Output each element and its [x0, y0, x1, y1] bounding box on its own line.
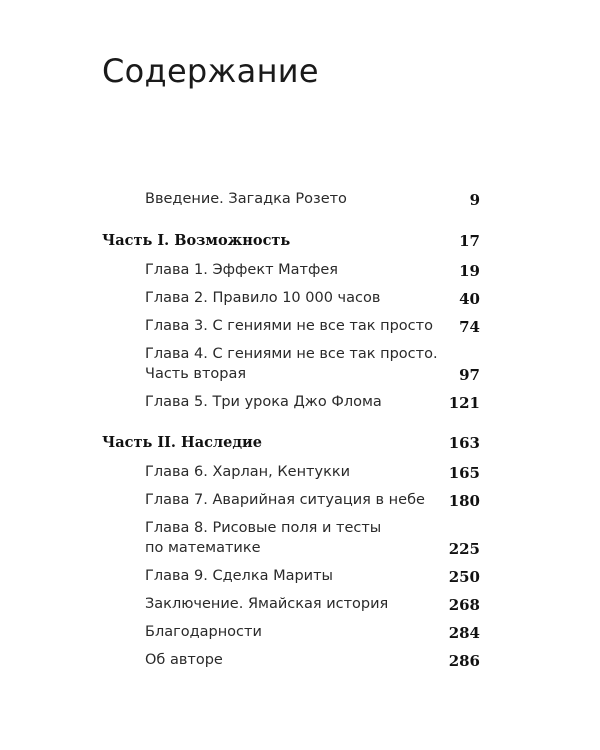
- toc-entry-label: Глава 7. Аварийная ситуация в небе: [145, 492, 425, 508]
- toc-entry-label: Введение. Загадка Розето: [145, 191, 347, 207]
- toc-entry-label: Глава 1. Эффект Матфея: [145, 262, 339, 278]
- toc-entry-label: Глава 9. Сделка Мариты: [145, 568, 333, 584]
- toc-entry-page: 250: [448, 568, 480, 586]
- toc-entry-page: 74: [459, 318, 480, 336]
- toc-entry-page: 180: [448, 492, 480, 510]
- toc-part-label: Часть II. Наследие: [102, 434, 263, 451]
- toc-entry-page: 97: [459, 366, 480, 384]
- toc-entry-label: Благодарности: [145, 624, 262, 640]
- toc-entry-page: 19: [459, 262, 480, 280]
- toc-entry-label: Глава 3. С гениями не все так просто: [145, 318, 433, 334]
- toc-entry-page: 121: [448, 394, 480, 412]
- toc-entry-page: 268: [448, 596, 480, 614]
- toc-entry-page: 225: [448, 540, 480, 558]
- toc-part-page: 163: [448, 434, 480, 452]
- toc-entry-label: Глава 6. Харлан, Кентукки: [145, 464, 351, 480]
- toc-entry-label: Глава 8. Рисовые поля и тесты: [145, 520, 382, 536]
- toc-entry-page: 40: [459, 290, 480, 308]
- toc-entry-page: 9: [469, 191, 480, 209]
- toc-entry-label: Об авторе: [145, 652, 223, 668]
- toc-entry-label-continued: Часть вторая: [145, 366, 247, 382]
- toc-part-label: Часть I. Возможность: [102, 232, 291, 249]
- toc-entry-label: Глава 4. С гениями не все так просто.: [145, 346, 438, 362]
- toc-entry-label: Заключение. Ямайская история: [145, 596, 389, 612]
- toc-entry-page: 165: [448, 464, 480, 482]
- toc-entry-label-continued: по математике: [145, 540, 261, 556]
- toc-part-page: 17: [459, 232, 480, 250]
- toc-entry-label: Глава 2. Правило 10 000 часов: [145, 290, 381, 306]
- page-title: Содержание: [102, 52, 319, 90]
- toc-entry-page: 286: [448, 652, 480, 670]
- toc-entry-page: 284: [448, 624, 480, 642]
- toc-entry-label: Глава 5. Три урока Джо Флома: [145, 394, 382, 410]
